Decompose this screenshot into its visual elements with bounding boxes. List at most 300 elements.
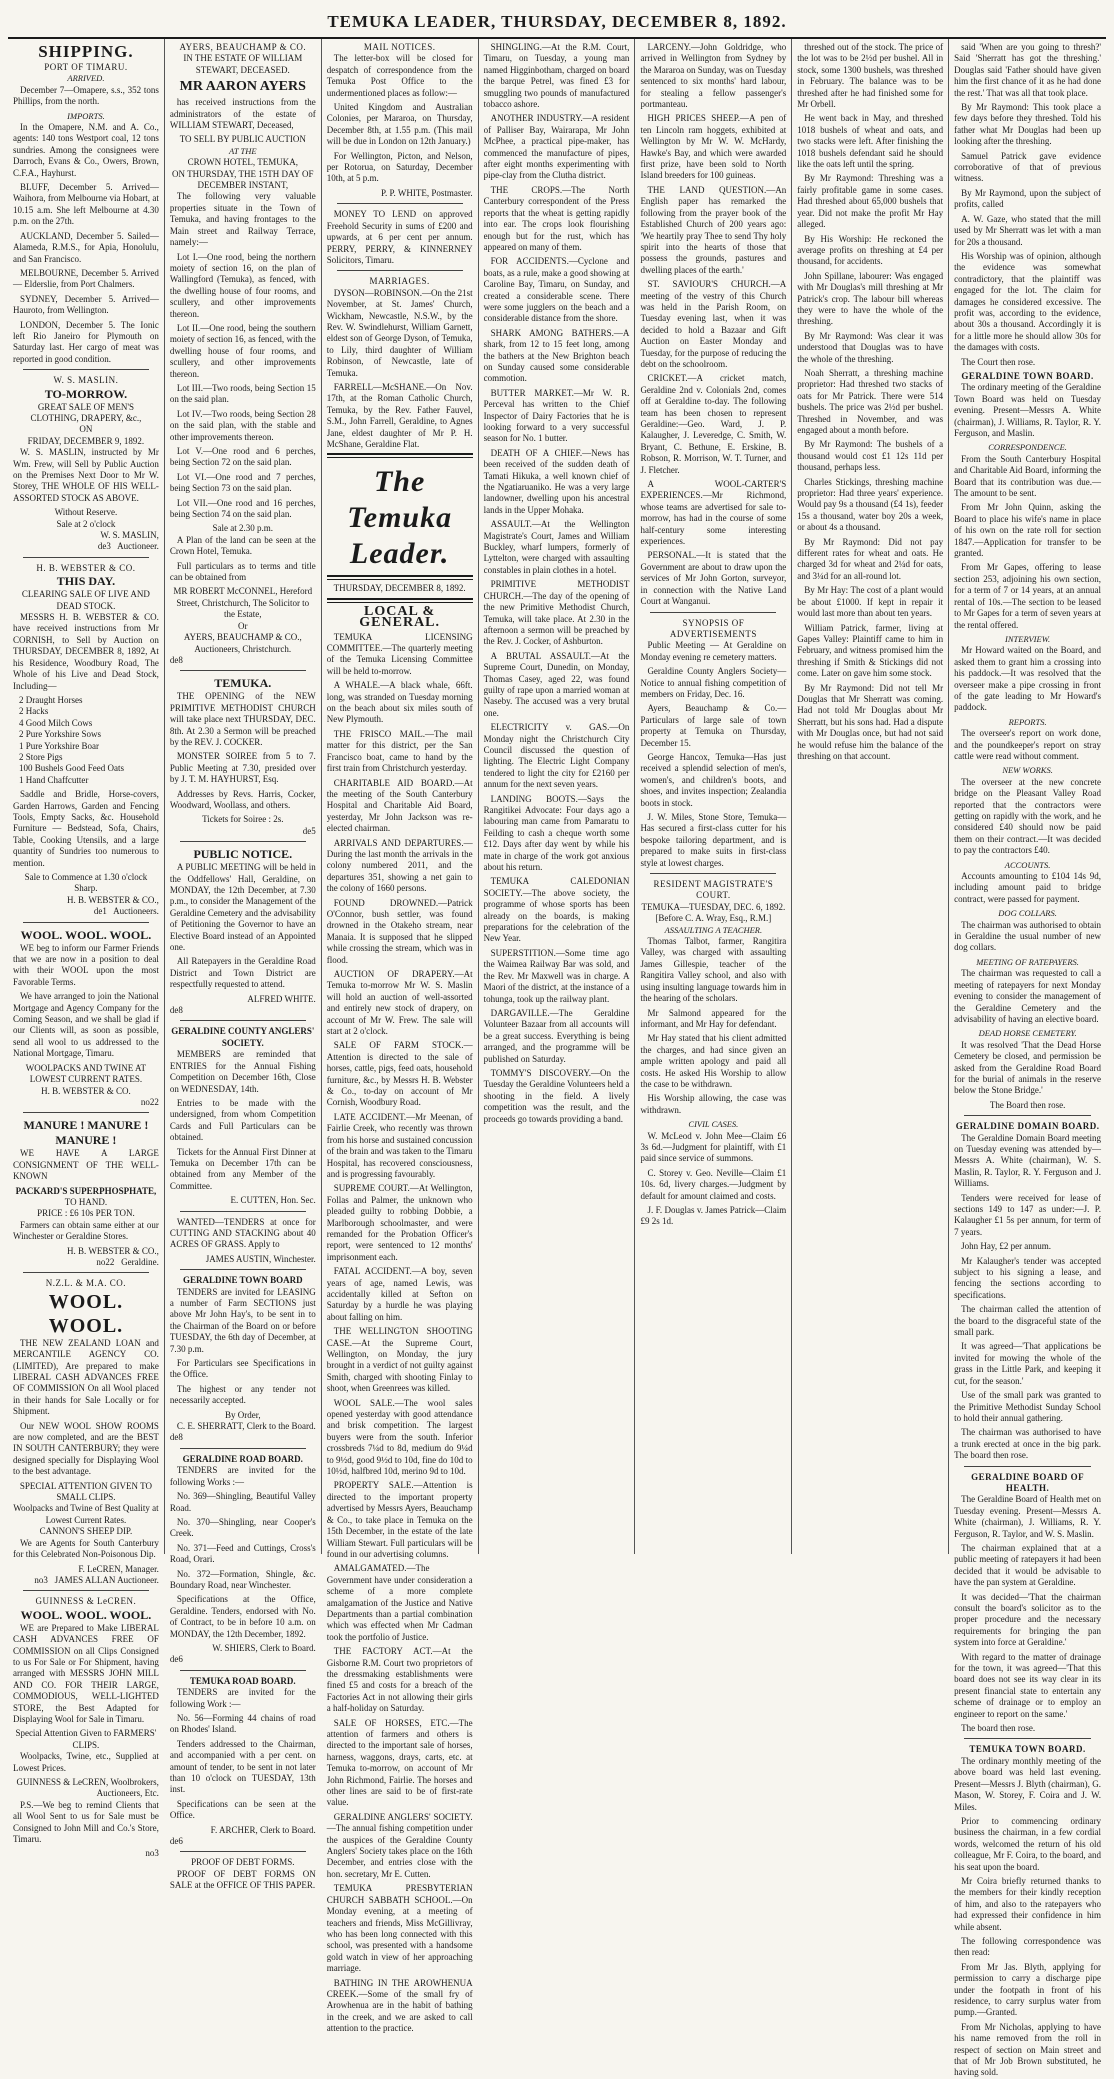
court-paragraph: His Worship allowing, the case was withdrawn.	[640, 1093, 787, 1115]
webster-body: MESSRS H. B. WEBSTER & CO. have received instructions from Mr CORNISH, to Sell by Auction on THURSDAY, DECEMBER 8, 1892, At his Residence, Woodbury Road, The Whole of his Live and Dead Stock, Including—	[13, 612, 159, 691]
divider	[23, 922, 149, 923]
lot-item: Lot IV.—Two roods, being Section 28 on the said plan, with the stable and other improvements thereon.	[169, 408, 316, 442]
contract-item: No. 370—Shingling, near Cooper's Creek.	[169, 1516, 316, 1539]
guinness-ps: P.S.—We beg to remind Clients that all Wool Sent to us for Sale must be Consigned to John Mill and Co.'s Store, Timaru.	[13, 1799, 159, 1845]
gtb-report-heading: GERALDINE TOWN BOARD.	[961, 370, 1094, 381]
reports-heading: REPORTS.	[1008, 716, 1047, 727]
report-paragraph: Mr Kalaugher's tender was accepted subject to his signing a lease, and fencing the sections according to specifications.	[954, 1255, 1102, 1300]
divider	[180, 1851, 306, 1852]
arrived-heading: ARRIVED.	[67, 73, 105, 84]
guinness-more: Woolpacks, Twine, etc., Supplied at Lowest Prices.	[13, 1751, 159, 1773]
report-paragraph: The Geraldine Domain Board meeting on Tuesday evening was attended by—Messrs A. White (chairman), W. S. Maslin, R. Taylor, R. Y. Ferguson and J. Williams.	[954, 1132, 1102, 1189]
packard-heading: PACKARD'S SUPERPHOSPHATE,	[15, 1185, 157, 1196]
maslin-body: W. S. MASLIN, instructed by Mr Wm. Frew, will Sell by Public Auction on the Premises Next Door to Mr W. Storey, THE WHOLE OF HIS WELL-ASSORTED STOCK AS ABOVE.	[13, 447, 159, 503]
synopsis-item: Geraldine County Anglers Society—Notice to annual fishing competition of members on Friday, Dec. 16.	[640, 666, 787, 699]
guinness-signature: GUINNESS & LeCREN, Woolbrokers, Auctioneers, Etc.	[16, 1777, 159, 1799]
wool-heading: WOOL. WOOL. WOOL.	[20, 927, 152, 942]
ayers-signature: AYERS, BEAUCHAMP & CO., Auctioneers, Christchurch.	[183, 632, 302, 654]
correspondence-heading: CORRESPONDENCE.	[988, 442, 1067, 453]
column-3	[322, 39, 479, 2034]
news-paragraph: FATAL ACCIDENT.—A boy, seven years of age, named Lewis, was accidentally killed at Sefton on Saturday by a hurdle he was playing about falling on him.	[326, 1266, 473, 1322]
news-paragraph: THE FACTORY ACT.—At the Gisborne R.M. Court two proprietors of the dressmaking establishments were fined £5 and costs for a breach of the Factories Act in not allowing their girls a half-holiday on Saturday.	[326, 1646, 473, 1714]
austin-signature: JAMES AUSTIN, Winchester.	[205, 1253, 316, 1264]
to-sell-heading: TO SELL BY PUBLIC AUCTION	[179, 134, 306, 145]
divider	[180, 841, 306, 842]
anglers-heading: GERALDINE COUNTY ANGLERS' SOCIETY.	[171, 1026, 315, 1048]
manure-price: PRICE : £6 10s PER TON.	[37, 1208, 135, 1219]
news-paragraph: By Mr Raymond: Did not tell Mr Douglas that Mr Sherratt was coming. Had not told Mr Douglas about Mr Sherratt, but his sons had. Had a dispute with Mr Douglas once, but had not said he would refuse him the balance of the threshing on that account.	[797, 682, 944, 761]
title-rule	[327, 575, 473, 580]
news-paragraph: ELECTRICITY v. GAS.—On Monday night the Christchurch City Council discussed the question of lighting. The Electric Light Company tendered to light the city for £2160 per annum for the next seven years.	[483, 722, 630, 790]
column-6	[792, 39, 949, 1554]
auctioneer-label: Auctioneer.	[117, 541, 159, 552]
news-paragraph: ARRIVALS AND DEPARTURES.—During the last month the arrivals in the colony numbered 2011, and the departures 351, showing a net gain to the colony of 1660 persons.	[326, 837, 473, 894]
guinness-body: WE are Prepared to Make LIBERAL CASH ADVANCES FREE OF COMMISSION on all Clips Consigned to us For Sale or For Shipment, having arranged with MESSRS JOHN MILL AND CO. FOR THEIR LARGE, COMMODIOUS, WELL-LIGHTED STORE, the Best Adapted for Displaying Wool for Sale in Timaru.	[13, 1622, 159, 1724]
sale-date-2: ON THURSDAY, THE 15TH DAY OF DECEMBER INSTANT,	[172, 168, 314, 191]
report-paragraph: John Hay, £2 per annum.	[961, 1241, 1052, 1252]
legren-signature: F. LeCREN, Manager.	[78, 1563, 159, 1574]
webster-signature: H. B. WEBSTER & CO.,	[67, 894, 159, 905]
list-item: 1 Hand Chaffcutter	[19, 774, 89, 785]
to-hand: TO HAND.	[64, 1196, 108, 1207]
this-day-heading: THIS DAY.	[56, 574, 116, 589]
masthead: TEMUKA LEADER, THURSDAY, DECEMBER 8, 1892.	[8, 6, 1106, 39]
marriage-notice: DYSON—ROBINSON.—On the 21st November, at St. James' Church, Wickham, Newcastle, N.S.W., by the Rev. W. Swindlehurst, William Garnett, eldest son of George Dyson, of Temuka, to Lily, third daughter of William Robinson, of Newcastle, late of Temuka.	[326, 287, 473, 378]
news-paragraph: A BRUTAL ASSAULT.—At the Supreme Court, Dunedin, on Monday, Thomas Casey, aged 22, was found guilty of rape upon a married woman at Naseby. The accused was a very brutal one.	[483, 650, 630, 718]
sale-at: Sale at 2.30 p.m.	[212, 523, 274, 534]
soiree-text: MONSTER SOIREE from 5 to 7. Public Meeting at 7.30, presided over by J. T. M. HAYHURST, Esq.	[169, 751, 316, 785]
news-paragraph: SHINGLING.—At the R.M. Court, Timaru, on Tuesday, a young man named Higginbotham, charged on board the barque Petrel, was fined £3 for smuggling two pounds of manufactured tobacco ashore.	[483, 42, 630, 110]
ad-code: no22	[96, 1256, 115, 1267]
anglers-body: MEMBERS are reminded that ENTRIES for the Annual Fishing Competition on December 16th, Close on WEDNESDAY, 14th.	[169, 1049, 316, 1094]
ad-code: de3	[97, 541, 111, 552]
report-paragraph: It was resolved 'That the Dead Horse Cemetery be closed, and permission be asked from the Geraldine Road Board for the burial of animals in the reserve below the Stone Bridge.'	[954, 1039, 1102, 1096]
guinness-firm: GUINNESS & LeCREN.	[35, 1596, 137, 1607]
news-paragraph: FOUND DROWNED.—Patrick O'Connor, bush settler, was found drowned in the Otakeho stream, near Manaia. It is supposed that he slipped while crossing the stream, which was in flood.	[326, 897, 473, 965]
addresses-text: Addresses by Revs. Harris, Cocker, Woodward, Woollass, and others.	[169, 788, 316, 810]
lot-item: Lot VII.—One rood and 16 perches, being Section 74 on the said plan.	[169, 497, 316, 520]
news-paragraph: FOR ACCIDENTS.—Cyclone and boats, as a rule, make a good showing at Caroline Bay, Timaru, on Sunday, and created a considerable scene. There were some jugglers on the beach and a considerable distance from the shore.	[483, 256, 630, 324]
twine-text: Woolpacks and Twine of Best Quality at Lowest Current Rates.	[13, 1503, 159, 1525]
contract-item: No. 369—Shingling, Beautiful Valley Road.	[169, 1491, 316, 1513]
news-paragraph: said 'When are you going to thresh?' Said 'Sherratt has got the threshing.' Douglas said 'Father should have given him the first chance of it as he had done the rest.' That was all that took place.	[954, 42, 1102, 98]
newspaper-title: The Temuka Leader.	[347, 465, 453, 571]
divider	[650, 612, 776, 613]
news-paragraph: LANDING BOOTS.—Says the Rangitikei Advocate: Four days ago a labouring man came from Pamaratu to Feilding to cash a cheque worth some £12. Days after day went by while his mate in charge of the work got anxious about his return.	[483, 793, 630, 873]
tickets-text: Tickets for Soiree : 2s.	[202, 814, 284, 825]
news-paragraph: By Mr Raymond: Did not pay different rates for wheat and oats. He charged 3d for wheat and 2¼d for oats, and 3¼d for an all-round lot.	[797, 536, 944, 581]
gtb-body-2: For Particulars see Specifications in the Office.	[169, 1358, 316, 1380]
divider	[180, 1211, 306, 1212]
news-paragraph: THE LAND QUESTION.—An English paper has remarked the following from the prayer book of the Established Church of 200 years ago: 'We heartily pray Thee to send Thy holy spirit into the hearts of those that possess the grounds, pastures and dwelling places of the earth.'	[640, 184, 787, 275]
title-rule	[327, 453, 473, 458]
column-7	[949, 39, 1106, 2078]
marriages-heading: MARRIAGES.	[369, 276, 430, 287]
farmers-clips: Special Attention Given to FARMERS' CLIPS.	[15, 1728, 157, 1750]
news-paragraph: DARGAVILLE.—The Geraldine Volunteer Bazaar from all accounts will be a great success. Everything is being arranged, and the programme will be published on Saturday.	[483, 1007, 630, 1064]
news-paragraph: SUPREME COURT.—At Wellington, Follas and Palmer, the unknown who pleaded guilty to robbing Dobbie, a Marlborough schoolmaster, and were remanded for the Probation Officer's report, were sentenced to 12 months' imprisonment each.	[326, 1183, 473, 1262]
archer-signature: F. ARCHER, Clerk to Board.	[210, 1824, 316, 1835]
list-item: 2 Draught Horses	[19, 694, 83, 705]
civil-paragraph: C. Storey v. Geo. Neville—Claim £1 10s. 6d, livery charges.—Judgment by default for amount claimed and costs.	[640, 1167, 787, 1201]
synopsis-item: J. W. Miles, Stone Store, Temuka—Has secured a first-class cutter for his bespoke tailoring department, and is prepared to make suits in first-class style at lowest charges.	[640, 812, 787, 868]
ad-code: de8	[169, 1005, 183, 1016]
at-the: AT THE	[228, 145, 257, 156]
divider	[337, 270, 463, 271]
gdb-heading: GERALDINE DOMAIN BOARD.	[955, 1121, 1100, 1132]
assault-heading: ASSAULTING A TEACHER.	[664, 924, 763, 935]
manure-body: WE HAVE A LARGE CONSIGNMENT OF THE WELL-KNOWN	[13, 1148, 159, 1182]
new-works-heading: NEW WORKS.	[1002, 765, 1053, 776]
news-paragraph: By Mr Raymond: Threshing was a fairly profitable game in some cases. Had threshed about 65,000 bushels that year. Did not make the profit Mr Hay alleged.	[797, 173, 944, 230]
report-paragraph: From Mr Gapes, offering to lease section 253, adjoining his own section, for a term of 7 or 14 years, at an annual rental of 10s.—The section to be leased to Mr Gapes for a term of seven years at the rental offered.	[954, 562, 1102, 630]
webster-time: Sale to Commence at 1.30 o'clock Sharp.	[24, 872, 148, 894]
opening-text: THE OPENING of the NEW PRIMITIVE METHODIST CHURCH will take place next THURSDAY, DEC. 8th. At 2.30 a Sermon will be preached by the REV. J. COCKER.	[169, 691, 316, 747]
arrived-text: December 7—Omapere, s.s., 352 tons Phillips, from the north.	[13, 84, 159, 107]
grb-heading: GERALDINE ROAD BOARD.	[182, 1453, 303, 1464]
news-paragraph: PRIMITIVE METHODIST CHURCH.—The day of the opening of the new Primitive Methodist Church, Temuka, will take place. At 2.30 in the afternoon a sermon will be preached by the Rev. J. Cocker, of Ashburton.	[483, 579, 630, 647]
aaron-ayers-heading: MR AARON AYERS	[179, 79, 306, 95]
mcconnel: MR ROBERT McCONNEL, Hereford Street, Christchurch, The Solicitor to the Estate,	[173, 586, 313, 620]
news-paragraph: TEMUKA PRESBYTERIAN CHURCH SABBATH SCHOOL.—On Monday evening, at a meeting of teachers and friends, Miss McGillivray, who has been long connected with this school, was presented with a handsome gold watch in view of her approaching marriage.	[326, 1883, 473, 1974]
wool-body-2: We have arranged to join the National Mortgage and Agency Company for the Coming Season, and we shall be glad if our Clients will, as soon as possible, send all wool to us addressed to the National Mortgage, Timaru.	[13, 991, 159, 1059]
divider	[180, 670, 306, 671]
estate-heading: IN THE ESTATE OF WILLIAM STEWART, DECEASED.	[183, 53, 303, 75]
accounts-heading: ACCOUNTS.	[1004, 859, 1051, 870]
divider	[23, 557, 149, 558]
news-paragraph: THE FRISCO MAIL.—The mail matter for this district, per the San Francisco boat, came to hand by the first train from Christchurch yesterday.	[326, 728, 473, 774]
court-paragraph: Thomas Talbot, farmer, Rangitira Valley, was charged with assaulting James Gillespie, teacher of the Rangitira Valley school, and also with using insulting language towards him in the hearing of the scholars.	[640, 936, 787, 1004]
news-paragraph: By Mr Raymond: Was clear it was understood that Douglas was to have the whole of the threshing.	[797, 330, 944, 364]
report-paragraph: Accounts amounting to £104 14s 9d, including amount paid to bridge contract, were passed for payment.	[954, 871, 1102, 904]
list-item: 2 Store Pigs	[19, 751, 63, 762]
allan-signature: JAMES ALLAN Auctioneer.	[54, 1574, 159, 1585]
news-paragraph: AUCTION OF DRAPERY.—At Temuka to-morrow Mr W. S. Maslin will hold an auction of well-assorted and entirely new stock of drapery, on account of Mr W. Frew. The sale will start at 2 o'clock.	[326, 969, 473, 1037]
ad-code: de1	[93, 906, 107, 917]
divider	[180, 1670, 306, 1671]
news-paragraph: TEMUKA CALEDONIAN SOCIETY.—The above society, the programme of whose sports has been already on the boards, is making preparations for the celebration of the New Year.	[483, 876, 630, 944]
news-paragraph: threshed out of the stock. The price of the lot was to be 2½d per bushel. All in stock, some 1300 bushels, was threshed in February. The balance was to be threshed after he had finished some for Mr Orbell.	[797, 42, 944, 110]
report-paragraph: Tenders were received for lease of sections 149 to 147 as under:—J. P. Kalaugher £1 5s per annum, for term of 7 years.	[954, 1192, 1102, 1237]
news-paragraph: HIGH PRICES SHEEP.—A pen of ten Lincoln ram hoggets, exhibited at Wellington by Mr W. W. McHardy, Hawke's Bay, and which were awarded first prize, have been sold to North Island breeders for 100 guineas.	[640, 113, 787, 181]
showroom-text: Our NEW WOOL SHOW ROOMS are now completed, and are the BEST IN SOUTH CANTERBURY; they were designed specially for Displaying Wool to the best advantage.	[13, 1420, 159, 1477]
tomorrow-heading: TO-MORROW.	[44, 386, 128, 401]
news-paragraph: ANOTHER INDUSTRY.—A resident of Palliser Bay, Wairarapa, Mr John McPhee, a practical pipe-maker, has commenced the manufacture of pipes, after eight months experimenting with pipe-clay from the Clutha district.	[483, 113, 630, 181]
crown-hotel: CROWN HOTEL, TEMUKA,	[187, 157, 298, 168]
interview-heading: INTERVIEW.	[1005, 633, 1051, 644]
report-paragraph: Use of the small park was granted to the Primitive Methodist Sunday School to hold their annual gathering.	[954, 1390, 1102, 1423]
news-paragraph: LATE ACCIDENT.—Mr Meenan, of Fairlie Creek, who recently was thrown from his horse and sustained concussion of the brain and was taken to the Timaru Hospital, has recovered consciousness, and is progressing favourably.	[326, 1111, 473, 1179]
divider	[650, 873, 776, 874]
mail-heading: MAIL NOTICES.	[363, 42, 436, 52]
report-paragraph: Mr Howard waited on the Board, and asked them to grant him a crossing into his paddock.—It was resolved that the overseer make a pipe crossing in front of the gate leading to Mr Howard's paddock.	[954, 645, 1102, 713]
news-paragraph: By Mr Raymond, upon the subject of profits, called	[954, 187, 1102, 210]
contract-item: No. 372—Formation, Shingle, &c. Boundary Road, near Winchester.	[169, 1568, 316, 1590]
news-paragraph: ASSAULT.—At the Wellington Magistrate's Court, James and William Buckley, wharf lumpers, formerly of Lyttelton, were charged with assaulting constables in plain clothes in a hotel.	[483, 519, 630, 575]
mail-body-2: United Kingdom and Australian Colonies, per Mararoa, on Thursday, December 8th, at 1.55 p.m. (This mail will be due in London on 12th January.)	[326, 102, 473, 147]
grb-body: TENDERS are invited for the following Works :—	[169, 1465, 316, 1487]
column-1	[8, 39, 165, 1859]
synopsis-item: Ayers, Beauchamp & Co.—Particulars of large sale of town property at Temuka on Thursday, December 15.	[640, 703, 787, 748]
news-paragraph: SHARK AMONG BATHERS.—A shark, from 12 to 15 feet long, among the bathers at the New Brighton beach on Sunday caused some considerable commotion.	[483, 327, 630, 384]
lot-item: Lot II.—One rood, being the southern moiety of section 16, as fenced, with the dwelling house of four rooms, and scullery, and other improvements thereon.	[169, 322, 316, 379]
ad-code: no3	[145, 1848, 159, 1859]
ad-code: de6	[169, 1654, 183, 1665]
wool-wool-heading: WOOL. WOOL.	[48, 1290, 124, 1337]
gtb-heading: GERALDINE TOWN BOARD	[182, 1275, 303, 1286]
local-general-heading: LOCAL & GENERAL.	[359, 603, 441, 631]
news-paragraph: SUPERSTITION.—Some time ago the Waimea Railway Bar was sold, and the Rev. Mr Maxwell was in charge. A Maori of the district, at the instance of a tohunga, took up the railway plant.	[483, 947, 630, 1004]
news-paragraph: ST. SAVIOUR'S CHURCH.—A meeting of the vestry of this Church was held in the Parish Room, on Tuesday evening last, when it was decided to hold a Bazaar and Gift Auction on Easter Monday and Tuesday, for the purpose of reducing the debt on the schoolroom.	[640, 279, 787, 369]
synopsis-heading: SYNOPSIS OF ADVERTISEMENTS	[669, 617, 757, 639]
plan-note: A Plan of the land can be seen at the Crown Hotel, Temuka.	[169, 534, 316, 557]
postmaster-signature: P. P. WHITE, Postmaster.	[380, 187, 473, 198]
list-item: 4 Good Milch Cows	[19, 717, 93, 728]
port-heading: PORT OF TIMARU.	[44, 62, 128, 72]
divider	[180, 1448, 306, 1449]
nzl-body: THE NEW ZEALAND LOAN and MERCANTILE AGENCY CO. (LIMITED), Are prepared to make LIBERAL CASH ADVANCES FREE OF COMMISSION On all Wool placed in their hands for Sale Locally or for Shipment.	[13, 1337, 159, 1417]
dog-collars-heading: DOG COLLARS.	[998, 908, 1057, 919]
lot-item: Lot III.—Two roods, being Section 15 on the said plan.	[169, 382, 316, 405]
news-paragraph: SALE OF FARM STOCK.—Attention is directed to the sale of horses, cattle, pigs, feed oats, household furniture, &c., by Messrs H. B. Webster & Co., to-day on account of Mr Cornish, Woodbury Road.	[326, 1040, 473, 1108]
maslin-signature: W. S. MASLIN,	[100, 530, 159, 541]
auckland-text: AUCKLAND, December 5. Sailed—Alameda, R.M.S., for Apia, Honolulu, and San Francisco.	[13, 230, 159, 264]
wanted-text: WANTED—TENDERS at once for CUTTING AND STACKING about 40 ACRES OF GRASS. Apply to	[169, 1216, 316, 1250]
news-paragraph: CRICKET.—A cricket match, Geraldine 2nd v. Colonials 2nd, comes off at Geraldine to-day. The following team has been chosen to represent Geraldine:—Geo. Ward, J. P. Kalaugher, J. Leveredge, C. Smith, W. Bryant, C. Bethune, E. Erskine, B. Robson, R. Morrison, W. T. Turner, and J. Fletcher.	[640, 373, 787, 475]
ad-code: de8	[169, 654, 183, 665]
report-paragraph: The overseer at the new concrete bridge on the Pleasant Valley Road reported that the contractors were getting on rapidly with the work, and he considered £40 should now be paid them on their contract.—It was decided to pay the contractors £40.	[954, 776, 1102, 856]
news-paragraph: THE CROPS.—The North Canterbury correspondent of the Press reports that the wheat is getting rapidly into ear. The crops look flourishing enough but for the rust, which has appeared on many of them.	[483, 184, 630, 252]
civil-paragraph: W. McLeod v. John Mee—Claim £6 3s 6d.—Judgment for plaintiff, with £1 paid since service of summons.	[640, 1130, 787, 1164]
auctioneers-label: Auctioneers.	[113, 906, 159, 917]
grb-body-2: Specifications at the Office, Geraldine. Tenders, endorsed with No. of Contract, to be in before 10 a.m. on MONDAY, the 12th December, 1892.	[169, 1594, 316, 1639]
cannon-heading: CANNON'S SHEEP DIP.	[39, 1526, 133, 1537]
divider	[337, 203, 463, 204]
news-paragraph: A WHALE.—A black whale, 66ft. long, was stranded on Tuesday morning on the beach about six miles south of New Plymouth.	[326, 680, 473, 725]
proof-body: PROOF OF DEBT FORMS ON SALE at the OFFICE OF THIS PAPER.	[169, 1868, 316, 1891]
guinness-wool-heading: WOOL. WOOL. WOOL.	[20, 1607, 152, 1622]
column-4	[479, 39, 636, 1554]
particulars: Full particulars as to terms and title can be obtained from	[169, 560, 316, 583]
report-paragraph: The chairman called the attention of the board to the disgraceful state of the small park.	[954, 1304, 1102, 1338]
ad-code: no22	[140, 1096, 159, 1107]
court-paragraph: Mr Hay stated that his client admitted the charges, and had since given an ample written apology and paid all costs. He asked His Worship to allow the case to be withdrawn.	[640, 1033, 787, 1089]
report-paragraph: It was decided—'That the chairman consult the board's solicitor as to the proper procedure and the necessary requirements for bringing the pan system into force at Geraldine.'	[954, 1591, 1102, 1648]
court-paragraph: Mr Salmond appeared for the informant, and Mr Hay for defendant.	[640, 1007, 787, 1029]
divider	[23, 369, 149, 370]
sale-title: GREAT SALE OF MEN'S CLOTHING, DRAPERY, &c.,	[30, 401, 142, 423]
anglers-body-2: Entries to be made with the undersigned, from whom Competition Cards and Full Particulars can be obtained.	[169, 1097, 316, 1143]
news-paragraph: AMALGAMATED.—The Government have under consideration a scheme of a more complete amalgamation of the Justice and Native Departments than a partial combination which was effected when Mr Cadman took the portfolio of Justice.	[326, 1563, 473, 1642]
columns	[8, 39, 1106, 2078]
board-rose: The Board then rose.	[989, 1099, 1066, 1110]
proof-heading: PROOF OF DEBT FORMS.	[191, 1857, 295, 1868]
report-paragraph: The overseer's report on work done, and the poundkeeper's report on stray cattle were read without comment.	[954, 728, 1102, 761]
news-paragraph: WOOL SALE.—The wool sales opened yesterday with good attendance and brisk competition. The largest buyers were from the south. Inferior crossbreds 7¼d to 8d, medium do 9¼d to 9½d, good 9½d to 10d, fine do 10d to 10½d, halfbred 10d, merino 9d to 10d.	[326, 1397, 473, 1477]
list-item: 100 Bushels Good Feed Oats	[19, 763, 124, 774]
news-paragraph: A WOOL-CARTER'S EXPERIENCES.—Mr Richmond, whose teams are advertised for sale to-morrow, has had in the course of some half-century some interesting experiences.	[640, 479, 787, 547]
divider	[964, 1738, 1091, 1739]
marriage-notice: FARRELL—McSHANE.—On Nov. 17th, at the Roman Catholic Church, Temuka, by the Rev. Father Fauvel, S.M., John Farrell, Geraldine, to Agnes Jane, eldest daughter of Mr P. H. McShane, Geraldine Flat.	[326, 381, 473, 449]
gtb-body: TENDERS are invited for LEASING a number of Farm SECTIONS just above Mr John Hay's, to be sent in to the Chairman of the Board on or before TUESDAY, the 6th day of December, at 7.30 p.m.	[169, 1286, 316, 1354]
divider	[23, 1112, 149, 1113]
public-notice-body: A PUBLIC MEETING will be held in the Oddfellows' Hall, Geraldine, on MONDAY, the 12th December, at 7.30 p.m., to consider the Management of the Geraldine Cemetery and the advisability of Petitioning the Governor to have an Elective Board instead of an Appointed one.	[169, 862, 316, 953]
report-paragraph: The chairman was authorised to obtain in Geraldine the usual number of new dog collars.	[954, 919, 1102, 953]
ayers-body-2: The following very valuable properties situate in the Town of Temuka, and having frontages to the Main street and Railway Terrace, namely:—	[169, 191, 316, 248]
list-item: 2 Hacks	[19, 706, 49, 717]
lot-item: Lot V.—One rood and 6 perches, being Section 72 on the said plan.	[169, 446, 316, 468]
by-order: By Order,	[224, 1409, 261, 1420]
lot-item: Lot VI.—One rood and 7 perches, being Section 73 on the said plan.	[169, 471, 316, 494]
sherratt-signature: C. E. SHERRATT, Clerk to the Board.	[176, 1421, 316, 1432]
report-paragraph: The Geraldine Board of Health met on Tuesday evening. Present—Messrs A. White (chairman), J. Williams, R. Y. Ferguson, R. Taylor, and W. S. Maslin.	[954, 1494, 1102, 1539]
news-paragraph: William Patrick, farmer, living at Gapes Valley: Plaintiff came to him in February, and witness promised him the threshing if Smith & Stickings did not come. Later on gave him some stock.	[797, 622, 944, 679]
without-reserve: Without Reserve.	[54, 507, 118, 518]
divider	[964, 1115, 1091, 1116]
contract-item: No. 371—Feed and Cuttings, Cross's Road, Orari.	[169, 1542, 316, 1565]
gtb-body-3: The highest or any tender not necessarily accepted.	[169, 1383, 316, 1406]
mail-body-3: For Wellington, Picton, and Nelson, per Rotorua, on Saturday, December 10th, at 5 p.m.	[326, 150, 473, 184]
webster-firm-3: H. B. WEBSTER & CO.,	[67, 1245, 159, 1256]
report-paragraph: The ordinary monthly meeting of the above board was held last evening. Present—Messrs J. Blyth (chairman), G. Mason, W. Storey, F. Coira and J. W. Miles.	[954, 1755, 1102, 1812]
news-paragraph: PERSONAL.—It is stated that the Government are about to draw upon the services of Mr John Gorton, surveyor, in connection with the Native Land Court at Wanganui.	[640, 550, 787, 607]
or-label: Or	[238, 620, 248, 631]
title-rule	[327, 598, 473, 603]
report-paragraph: The board then rose.	[961, 1723, 1036, 1734]
nzl-firm: N.Z.L. & M.A. CO.	[45, 1278, 127, 1289]
ad-code: de5	[302, 825, 316, 836]
stock-list	[13, 695, 159, 786]
webster-firm-2: H. B. WEBSTER & CO.	[41, 1085, 131, 1096]
shiers-signature: W. SHIERS, Clerk to Board.	[212, 1642, 316, 1653]
sale-date: FRIDAY, DECEMBER 9, 1892.	[27, 435, 145, 446]
ad-code: no3	[34, 1574, 48, 1585]
ayers-firm: AYERS, BEAUCHAMP & CO.	[179, 42, 307, 52]
synopsis-item: George Hancox, Temuka—Has just received a splendid selection of men's, women's, and children's boots, and shoes, and invites inspection; Zealandia boots in stock.	[640, 751, 787, 808]
divider	[23, 1590, 149, 1591]
news-paragraph: PROPERTY SALE.—Attention is directed to the important property advertised by Messrs Ayers, Beauchamp & Co., to take place in Temuka on the 15th December, in the estate of the late William Stewart. Full particulars will be found in our advertising columns.	[326, 1480, 473, 1559]
ratepayers-heading: MEETING OF RATEPAYERS.	[976, 956, 1079, 967]
public-notice-heading: PUBLIC NOTICE.	[193, 847, 293, 862]
gbh-heading: GERALDINE BOARD OF HEALTH.	[971, 1471, 1085, 1493]
report-paragraph: The chairman was authorised to have a trunk erected at once in the big park. The board then rose.	[954, 1427, 1102, 1461]
news-paragraph: TEMUKA LICENSING COMMITTEE.—The quarterly meeting of the Temuka Licensing Committee will be held to-morrow.	[326, 631, 473, 676]
lot-item: Lot I.—One rood, being the northern moiety of section 16, on the plan of Wallingford (Temuka), as fenced, with the dwelling house of four rooms, and scullery, and other improvements thereon.	[169, 251, 316, 319]
report-paragraph: The following correspondence was then read:	[954, 1935, 1102, 1958]
trb-body-2: Tenders addressed to the Chairman, and accompanied with a per cent. on amount of tender, to be sent in not later than 10 o'clock on TUESDAY, 13th inst.	[169, 1738, 316, 1795]
news-paragraph: Charles Stickings, threshing machine proprietor: Had three years' experience. Would pay 9s a thousand (£4 1s), feeder 15s a thousand, water boy 20s a week, or about 4s a thousand.	[797, 476, 944, 533]
shipping-title: SHIPPING.	[38, 42, 134, 61]
column-5	[635, 39, 792, 1554]
divider	[23, 1272, 149, 1273]
report-paragraph: From Mr Nicholas, applying to have his name removed from the roll in respect of section on Main street and that of Mr Job Brown substituted, he having sold.	[954, 2021, 1102, 2078]
news-paragraph: His Worship was of opinion, although the evidence was somewhat contradictory, that the plaintiff was engaged for the lot. The claim for damages he considered excessive. The profit was, according to the evidence, about 30s a thousand. Accordingly it is for a little more he should allow 30s for the damages with costs.	[954, 250, 1102, 353]
civil-paragraph: J. F. Douglas v. James Patrick—Claim £9 2s 1d.	[640, 1205, 787, 1227]
news-paragraph: DEATH OF A CHIEF.—News has been received of the sudden death of Tamati Hikuka, a well known chief of the Ngatiaruaniko. He was a very large landowner, dwelling upon his ancestral lands in the Upper Mohaka.	[483, 447, 630, 515]
report-paragraph: From Mr Jas. Blyth, applying for permission to carry a discharge pipe under the footpath in front of his residence, to carry surplus water from pump.—Granted.	[954, 1961, 1102, 2018]
divider	[180, 1269, 306, 1270]
news-paragraph: LARCENY.—John Goldridge, who arrived in Wellington from Sydney by the Mararoa on Sunday, was on Tuesday sentenced to six months' hard labour, for stealing a fellow passenger's portmanteau.	[640, 42, 787, 110]
clearing-heading: CLEARING SALE OF LIVE AND DEAD STOCK.	[21, 589, 150, 611]
sale-on: ON	[79, 424, 93, 435]
news-paragraph: The Court then rose.	[961, 356, 1036, 367]
trb-body-3: Specifications can be seen at the Office.	[169, 1798, 316, 1821]
cutten-signature: E. CUTTEN, Hon. Sec.	[230, 1195, 316, 1206]
sydney-text: SYDNEY, December 5. Arrived—Hauroto, from Wellington.	[13, 293, 159, 316]
date-line: THURSDAY, DECEMBER 8, 1892.	[333, 583, 466, 594]
news-paragraph: CHARITABLE AID BOARD.—At the meeting of the South Canterbury Hospital and Charitable Aid Board, yesterday, Mr John Jackson was re-elected chairman.	[326, 777, 473, 834]
news-paragraph: TOMMY'S DISCOVERY.—On the Tuesday the Geraldine Volunteers held a shooting in the field. A lively competition was the result, and the proceeds go towards providing a band.	[483, 1067, 630, 1124]
trb-contract: No. 56—Forming 44 chains of road on Rhodes' Island.	[169, 1713, 316, 1735]
trb-body: TENDERS are invited for the following Work :—	[169, 1687, 316, 1709]
report-paragraph: The chairman was requested to call a meeting of ratepayers for next Monday evening to consider the management of the Geraldine Cemetery and the advisability of having an elective board.	[954, 968, 1102, 1024]
report-paragraph: It was agreed—'That applications be invited for mowing the whole of the grass in the Little Park, and keeping it cut, for the season.'	[954, 1341, 1102, 1386]
sale-time: Sale at 2 o'clock	[56, 518, 116, 529]
divider	[964, 1466, 1091, 1467]
civil-heading: CIVIL CASES.	[688, 1119, 739, 1130]
trb-heading: TEMUKA ROAD BOARD.	[189, 1675, 296, 1686]
melbourne-text: MELBOURNE, December 5. Arrived — Elderslie, from Port Chalmers.	[13, 267, 159, 290]
news-paragraph: By Mr Raymond: This took place a few days before they threshed. Told his father what Mr Douglas had been up looking after the threshing.	[954, 102, 1102, 147]
news-paragraph: GERALDINE ANGLERS' SOCIETY.—The annual fishing competition under the auspices of the Geraldine County Anglers' Society takes place on the 16th December, and entries close with the hon. secretary, Mr E. Cutten.	[326, 1811, 473, 1879]
ad-code: de6	[169, 1836, 183, 1847]
report-paragraph: Prior to commencing ordinary business the chairman, in a few cordial words, welcomed the return of his old colleague, Mr F. Coira, to the board, and his seat upon the board.	[954, 1815, 1102, 1872]
alfred-white-signature: ALFRED WHITE.	[247, 993, 316, 1004]
manure-heading: MANURE ! MANURE ! MANURE !	[23, 1118, 149, 1148]
report-paragraph: Mr Coira briefly returned thanks to the members for their kindly reception of him, and also to the ratepayers who had expressed their confidence in him while absent.	[954, 1875, 1102, 1932]
report-paragraph: The ordinary meeting of the Geraldine Town Board was held on Tuesday evening. Present—Messrs A. White (chairman), J. Williams, R. Taylor, R. Y. Ferguson, and Maslin.	[954, 382, 1102, 438]
mail-body: The letter-box will be closed for despatch of correspondence from the Temuka Post Office to the undermentioned places as follow:—	[326, 53, 473, 98]
divider	[180, 1020, 306, 1021]
report-paragraph: From the South Canterbury Hospital and Charitable Aid Board, informing the Board that its contribution was due.—The amount to be sent.	[954, 453, 1102, 499]
temuka-heading: TEMUKA.	[214, 676, 272, 691]
ayers-body: has received instructions from the administrators of the estate of WILLIAM STEWART, Deceased,	[169, 97, 316, 131]
imports-heading: IMPORTS.	[67, 110, 105, 121]
list-item: 1 Pure Yorkshire Boar	[19, 740, 99, 751]
news-paragraph: By Mr Raymond: The bushels of a thousand would cost £1 12s 11d per thousand, perhaps less.	[797, 439, 944, 473]
report-paragraph: The chairman explained that at a public meeting of ratepayers it had been decided that it would be advisable to have the pan system at Geraldine.	[954, 1542, 1102, 1588]
woolpacks-heading: WOOLPACKS AND TWINE AT LOWEST CURRENT RATES.	[25, 1062, 147, 1085]
geraldine-label: Geraldine.	[121, 1256, 159, 1267]
wool-body: WE beg to inform our Farmer Friends that we are now in a position to deal with their WOOL upon the most Favorable Terms.	[13, 942, 159, 987]
news-paragraph: THE WELLINGTON SHOOTING CASE.—At the Supreme Court, Wellington, on Monday, the jury brought in a verdict of not guilty against Smith, charged with shooting Finlay to shoot, when Greenrees was killed.	[326, 1326, 473, 1394]
news-paragraph: BATHING IN THE AROWHENUA CREEK.—Some of the small fry of Arowhenua are in the habit of bathing in the creek, and we are asked to call attention to the practice.	[326, 1977, 473, 2034]
news-paragraph: Noah Sherratt, a threshing machine proprietor: Had threshed two stacks of oats for Mr Patrick. There were 514 bushels. The price was 2½d per bushel. Threshed in November, and was engaged about a month before.	[797, 367, 944, 435]
synopsis-item: Public Meeting — At Geraldine on Monday evening re cemetery matters.	[640, 640, 787, 662]
cannon-body: We are Agents for South Canterbury for this Celebrated Non-Poisonous Dip.	[13, 1537, 159, 1560]
ad-code: de8	[169, 1432, 183, 1443]
list-item: 2 Pure Yorkshire Sows	[19, 729, 102, 740]
news-paragraph: A. W. Gaze, who stated that the mill used by Mr Sherratt was let with a man for 20s a thousand.	[954, 213, 1102, 247]
news-paragraph: He went back in May, and threshed 1018 bushels of wheat and oats, and two stacks were left. After finishing the 1018 bushels defendant said he should like the oats left until the spring.	[797, 113, 944, 170]
dead-horse-heading: DEAD HORSE CEMETERY.	[978, 1028, 1077, 1039]
news-paragraph: By His Worship: He reckoned the average profits on threshing at £4 per thousand, for accidents.	[797, 233, 944, 267]
report-paragraph: From Mr John Quinn, asking the Board to place his wife's name in place of his own on the rate roll for section 1847.—Application for transfer to be granted.	[954, 502, 1102, 559]
court-date: TEMUKA—TUESDAY, DEC. 6, 1892.	[641, 901, 786, 912]
ttb-heading: TEMUKA TOWN BOARD.	[969, 1744, 1086, 1755]
news-paragraph: Samuel Patrick gave evidence corroborative of that of previous witness.	[954, 150, 1102, 184]
money-to-lend: MONEY TO LEND on approved Freehold Security in sums of £200 and upwards, at 6 per cent per annum. PERRY, PERRY, & KINNERNEY Solicitors, Timaru.	[326, 209, 473, 265]
imports-text: In the Omapere, N.M. and A. Co., agents: 140 tons Westport coal, 12 tons sundries. Among the consignees were Darroch, Evans & Co., Owers, Brown, C.F.A., Hayhurst.	[13, 122, 159, 178]
bluff-text: BLUFF, December 5. Arrived—Waihora, from Melbourne via Hobart, at 10.15 a.m. She left Melbourne at 4.30 p.m. on the 27th.	[13, 182, 159, 227]
manure-note: Farmers can obtain same either at our Winchester or Geraldine Stores.	[13, 1219, 159, 1242]
news-paragraph: John Spillane, labourer: Was engaged with Mr Douglas's mill threshing at Mr Patrick's crop. The labour bill whereas they were to have the whole of the threshing.	[797, 270, 944, 327]
column-2	[165, 39, 322, 1891]
webster-firm: H. B. WEBSTER & CO.	[36, 562, 136, 573]
public-notice-body-2: All Ratepayers in the Geraldine Road District and Town District are respectfully requested to attend.	[169, 956, 316, 990]
maslin-firm: W. S. MASLIN.	[53, 375, 119, 386]
report-paragraph: With regard to the matter of drainage for the town, it was agreed—'That this board does not see its way clear in its present financial state to entertain any scheme of drainage or to employ an engineer to report on the same.'	[954, 1651, 1102, 1719]
